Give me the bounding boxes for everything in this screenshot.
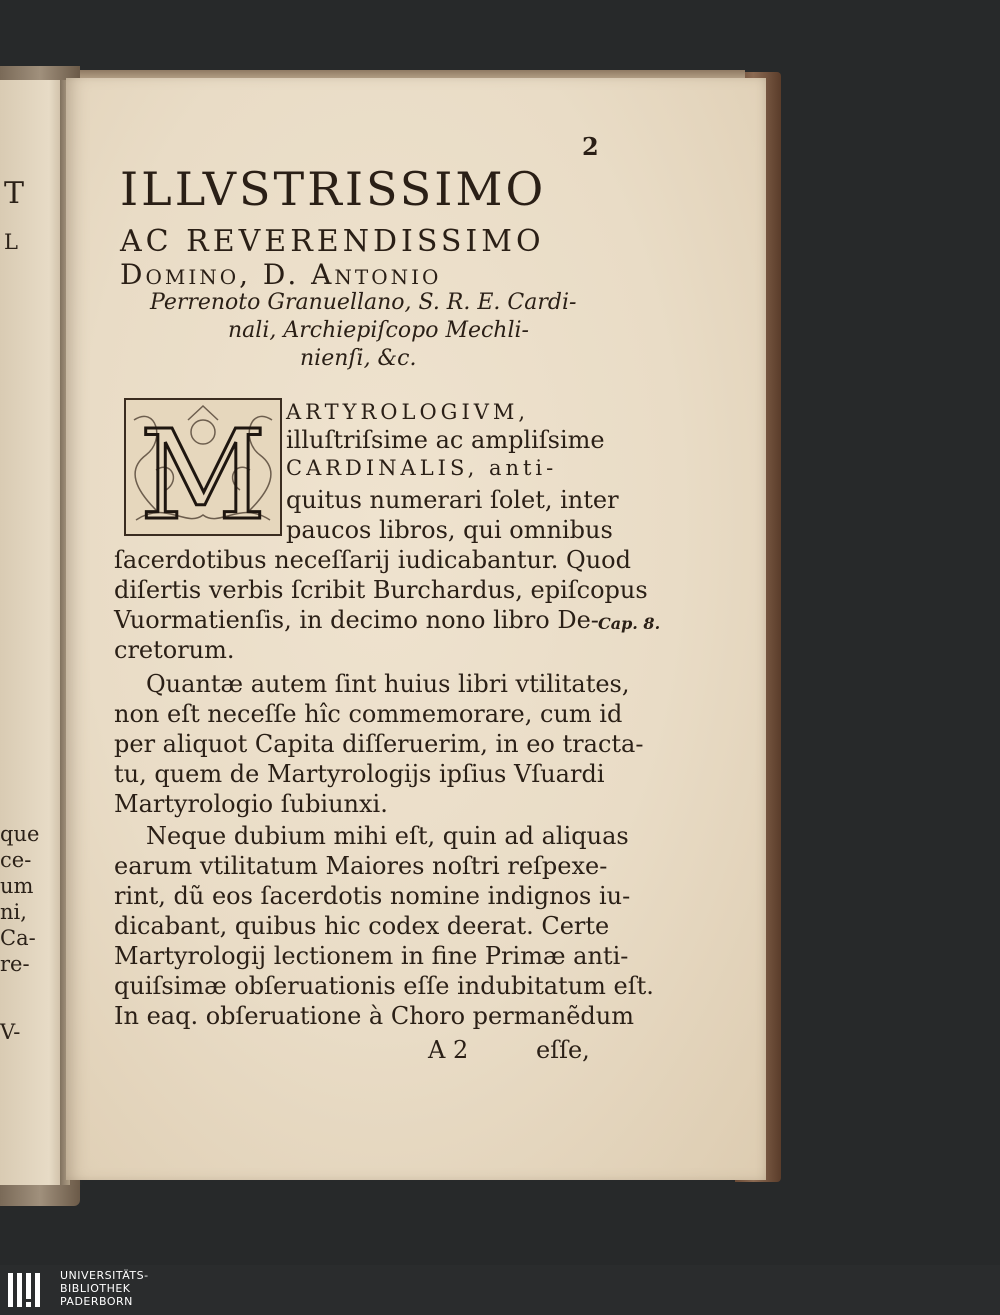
intro-line-3: CARDINALIS, anti- [286, 456, 558, 480]
folio-number: 2 [582, 132, 599, 161]
left-fragment: ni, [0, 900, 27, 924]
left-fragment: T [4, 176, 25, 211]
library-name-line-2: BIBLIOTHEK [60, 1282, 131, 1295]
heading-line-1: ILLVSTRISSIMO [120, 162, 547, 216]
intro-line-2: illuſtriſsime ac ampliſsime [286, 426, 605, 454]
body-line: Martyrologij lectionem in fine Primæ anti- [114, 942, 629, 970]
library-logo-icon [8, 1271, 48, 1309]
initial-letter: M [139, 404, 267, 534]
library-name [60, 1269, 149, 1308]
body-line: tu, quem de Martyrologijs ipſius Vſuardi [114, 760, 605, 788]
dedication-line-3: nienſi, &c. [300, 346, 417, 371]
intro-line-4: quitus numerari ſolet, inter [286, 486, 619, 514]
left-fragment: re- [0, 952, 30, 976]
ornament-icon [126, 400, 280, 534]
body-line: Vuormatienſis, in decimo nono libro De- [114, 606, 599, 634]
signature-mark: A 2 [428, 1036, 469, 1064]
library-name-line-3: PADERBORN [60, 1295, 133, 1308]
dedication-line-1: Perrenoto Granuellano, S. R. E. Cardi- [150, 290, 577, 315]
body-line: dicabant, quibus hic codex deerat. Certe [114, 912, 610, 940]
left-fragment: Ca- [0, 926, 36, 950]
catchword: eſſe, [536, 1036, 590, 1064]
body-line: cretorum. [114, 636, 235, 664]
body-line: rint, dũ eos ſacerdotis nomine indignos iu- [114, 882, 631, 910]
body-line: Neque dubium mihi eſt, quin ad aliquas [146, 822, 629, 850]
body-line: ſacerdotibus neceſſarij iudicabantur. Quod [114, 546, 631, 574]
left-fragment: um [0, 874, 34, 898]
intro-line-1: ARTYROLOGIVM, [286, 400, 530, 424]
dedication-line-2: nali, Archiepiſcopo Mechli- [228, 318, 529, 343]
body-line: earum vtilitatum Maiores noſtri reſpexe- [114, 852, 608, 880]
body-line: Martyrologio ſubiunxi. [114, 790, 388, 818]
left-fragment: L [4, 230, 18, 254]
left-fragment: que [0, 822, 40, 846]
left-fragment: V- [0, 1020, 21, 1044]
body-line: diſertis verbis ſcribit Burchardus, epiſcopus [114, 576, 648, 604]
decorated-initial [124, 398, 282, 536]
body-line: non eſt neceſſe hîc commemorare, cum id [114, 700, 623, 728]
margin-note: Cap. 8. [598, 614, 661, 633]
body-line: In eaq. obſeruatione à Choro permanẽdum [114, 1002, 634, 1030]
library-name-line-1: UNIVERSITÄTS- [60, 1269, 149, 1282]
body-line: quiſsimæ obſeruationis eſſe indubitatum eſt. [114, 972, 654, 1000]
body-line: Quantæ autem ſint huius libri vtilitates, [146, 670, 630, 698]
left-fragment: ce- [0, 848, 32, 872]
footer-bar [0, 1265, 1000, 1315]
body-line: per aliquot Capita diſſeruerim, in eo tracta- [114, 730, 644, 758]
intro-line-5: paucos libros, qui omnibus [286, 516, 613, 544]
heading-line-2: AC REVERENDISSIMO [120, 224, 545, 259]
heading-line-3: Domino, D. Antonio [120, 258, 442, 291]
